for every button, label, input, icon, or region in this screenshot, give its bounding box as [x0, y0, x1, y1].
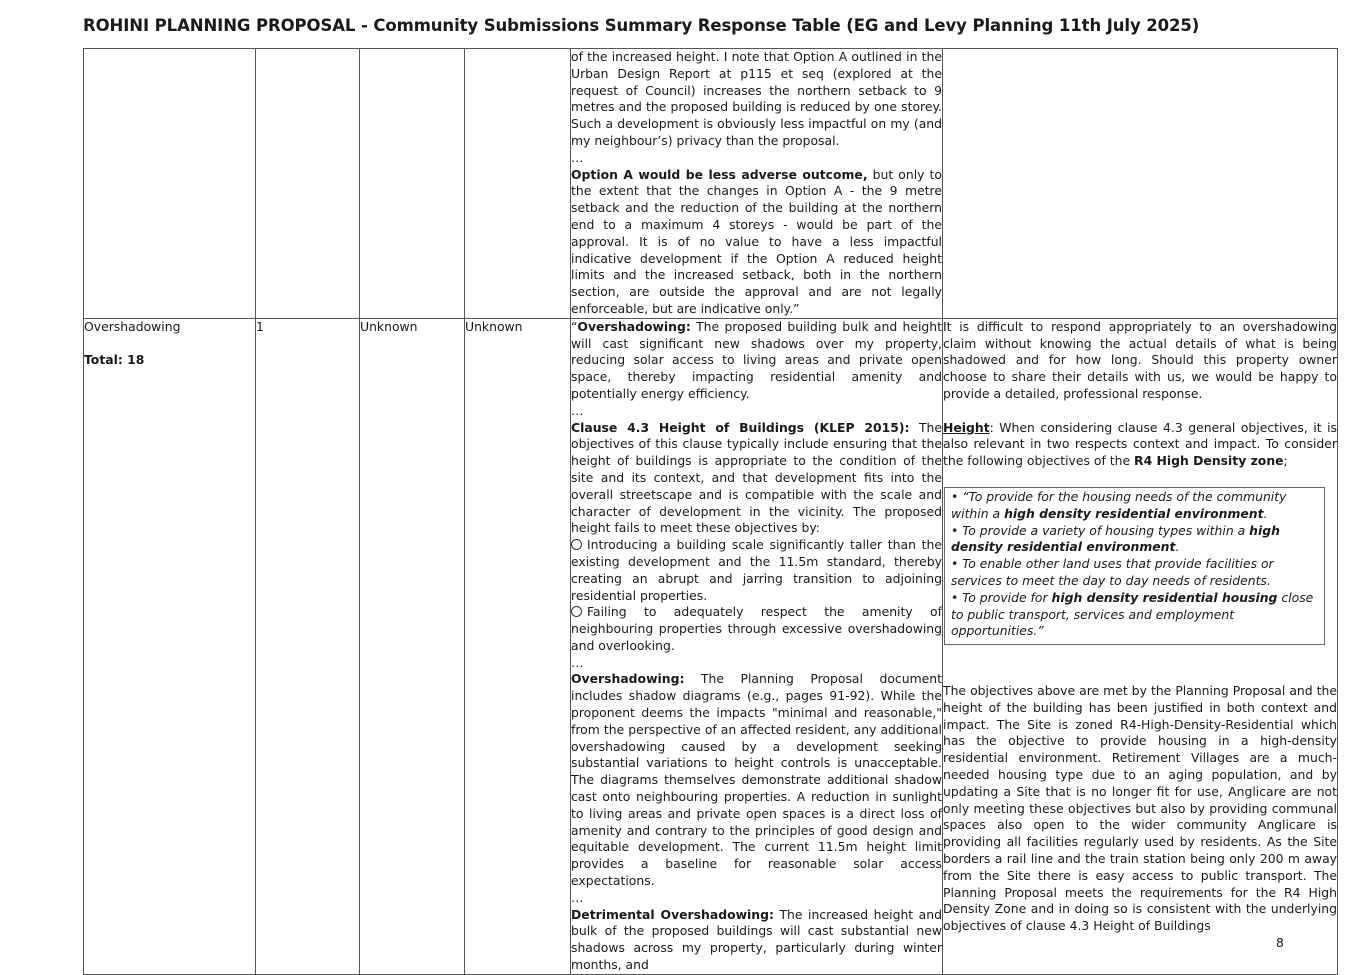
ellipsis: …	[571, 654, 584, 670]
bold-lead: Overshadowing:	[577, 318, 691, 334]
document-title: ROHINI PLANNING PROPOSAL - Community Submissions Summary Response Table (EG and Levy Planning 11th July 2025)	[83, 16, 1200, 35]
submission-paragraph: of the increased height. I note that Option A outlined in the Urban Design Report at p115 et seq (explored at the request of Council) increases the northern setback to 9 metres and the proposed building is reduced by one storey. Such a development is obviously less impactful on my (and my neighbour’s) privacy than the proposal.	[571, 49, 942, 148]
count-cell	[256, 318, 360, 974]
page-number: 8	[1276, 935, 1284, 950]
circle-bullet-icon	[571, 606, 582, 617]
response-paragraph: The objectives above are met by the Planning Proposal and the height of the building has been justified in both context and impact. The Site is zoned R4-High-Density-Residential which has the objective to provide housing in a high-density residential environment. Retirement Villages are a much-needed housing type due to an aging population, and by updating a Site that is no longer fit for use, Anglicare are not only meeting these objectives but also by providing communal spaces also open to the wider community Anglicare is providing all facilities regularly used by residents. As the Site borders a rail line and the train station being only 200 m away from the Site there is easy access to public transport. The Planning Proposal meets the requirements for the R4 High Density Zone and in doing so is consistent with the underlying objectives of clause 4.3 Height of Buildings	[943, 683, 1337, 934]
response-cell	[943, 318, 1338, 974]
paragraph-text: The Planning Proposal document includes shadow diagrams (e.g., pages 91-92). While the proponent deems the impacts "minimal and reasonable," from the perspective of an affected resident, any additional overshadowing caused by a development seeking substantial variations to height controls is unacceptable. The diagrams themselves demonstrate additional shadow cast onto neighbouring properties. A reduction in sunlight to living areas and private open spaces is a direct loss of amenity and contrary to the principles of good design and equitable development. The current 11.5m height limit provides a baseline for reasonable solar access expectations.	[571, 671, 942, 889]
table-row	[84, 318, 1338, 974]
submission-cell	[571, 49, 943, 319]
objective-item: • To enable other land uses that provide facilities or services to meet the day to day needs of residents.	[951, 556, 1274, 588]
paragraph-text: The increased height and bulk of the proposed buildings will cast substantial new shadows across my property, particularly during winter months, and	[571, 906, 942, 973]
submission-paragraph	[571, 671, 942, 889]
bold-lead: Clause 4.3 Height of Buildings (KLEP 2015):	[571, 419, 910, 435]
submission-cell	[571, 318, 943, 974]
bullet-text: Failing to adequately respect the amenity of neighbouring properties through excessive overshadowing and overlooking.	[571, 604, 942, 653]
paragraph-text: : When considering clause 4.3 general objectives, it is also relevant in two respects context and impact. To consider the following objectives of the	[943, 419, 1337, 469]
submission-paragraph	[571, 319, 942, 403]
response-paragraph: It is difficult to respond appropriately to an overshadowing claim without knowing the actual details of what is being shadowed and for how long. Should this property owner choose to share their details with us, we would be happy to provide a detailed, professional response.	[943, 318, 1337, 401]
paragraph-text: ;	[1283, 453, 1288, 469]
issue-total: Total: 18	[84, 352, 145, 368]
table-row	[84, 49, 1338, 319]
response-paragraph	[943, 420, 1337, 470]
count-cell	[256, 49, 360, 319]
objective-emphasis: high density residential housing	[1051, 589, 1278, 605]
col3-value: Unknown	[360, 318, 418, 334]
circle-bullet-icon	[571, 539, 582, 550]
ellipsis: …	[571, 149, 584, 165]
objective-item	[951, 523, 1319, 557]
col4-cell	[465, 318, 571, 974]
bullet-item	[571, 604, 942, 654]
issue-cell	[84, 318, 256, 974]
bold-lead: Detrimental Overshadowing:	[571, 906, 774, 922]
submissions-table	[83, 48, 1338, 975]
objective-text: .	[1175, 539, 1180, 555]
col4-value: Unknown	[465, 318, 523, 334]
submission-paragraph	[571, 907, 942, 974]
paragraph-text: The objectives of this clause typically include ensuring that the height of buildings is appropriate to the condition of the site and its context, and that development fits into the overall streetscape and is compatible with the scale and character of development in the vicinity. The proposed height fails to meet these objectives by:	[571, 419, 943, 536]
objective-emphasis: high density residential environment	[951, 522, 1280, 555]
height-heading: Height	[943, 419, 990, 435]
objective-text: close to public transport, services and employment opportunities.”	[951, 589, 1314, 639]
col3-cell	[360, 49, 465, 319]
objective-text: • “To provide for the housing needs of the community within a	[951, 488, 1287, 521]
bullet-text: Introducing a building scale significantly taller than the existing development and the 11.5m standard, thereby creating an abrupt and jarring transition to adjoining residential properties.	[571, 537, 942, 603]
ellipsis: …	[571, 402, 584, 418]
bullet-item	[571, 537, 942, 604]
ellipsis: …	[571, 889, 584, 905]
bold-lead: Overshadowing:	[571, 671, 685, 687]
paragraph-text: but only to the extent that the changes in Option A - the 9 metre setback and the reduction of the building at the northern end to a maximum 4 storeys - would be part of the approval. It is of no value to have a less impactful indicative development if the Option A reduced height limits and the increased setback, both in the northern section, are outside the approval and are not legally enforceable, but are indicative only.”	[571, 166, 942, 316]
bold-lead: Option A would be less adverse outcome,	[571, 166, 868, 182]
objective-text: • To provide a variety of housing types within a	[951, 522, 1250, 538]
issue-cell	[84, 49, 256, 319]
objective-item	[951, 489, 1319, 523]
objective-text: • To provide for	[951, 589, 1052, 605]
col4-cell	[465, 49, 571, 319]
objective-emphasis: high density residential environment	[1004, 505, 1264, 521]
objective-item	[951, 590, 1319, 640]
objective-text: .	[1263, 505, 1268, 521]
objectives-box	[944, 487, 1325, 645]
submission-paragraph	[571, 420, 942, 538]
open-quote: “	[571, 318, 578, 334]
submission-paragraph	[571, 167, 942, 318]
response-cell	[943, 49, 1338, 319]
count-value: 1	[256, 318, 264, 334]
col3-cell	[360, 318, 465, 974]
zone-name: R4 High Density zone	[1134, 453, 1284, 469]
paragraph-text: The proposed building bulk and height will cast significant new shadows over my property, reducing solar access to living areas and private open space, thereby impacting residential amenity and potentially energy efficiency.	[571, 318, 942, 401]
issue-label: Overshadowing	[84, 318, 181, 334]
